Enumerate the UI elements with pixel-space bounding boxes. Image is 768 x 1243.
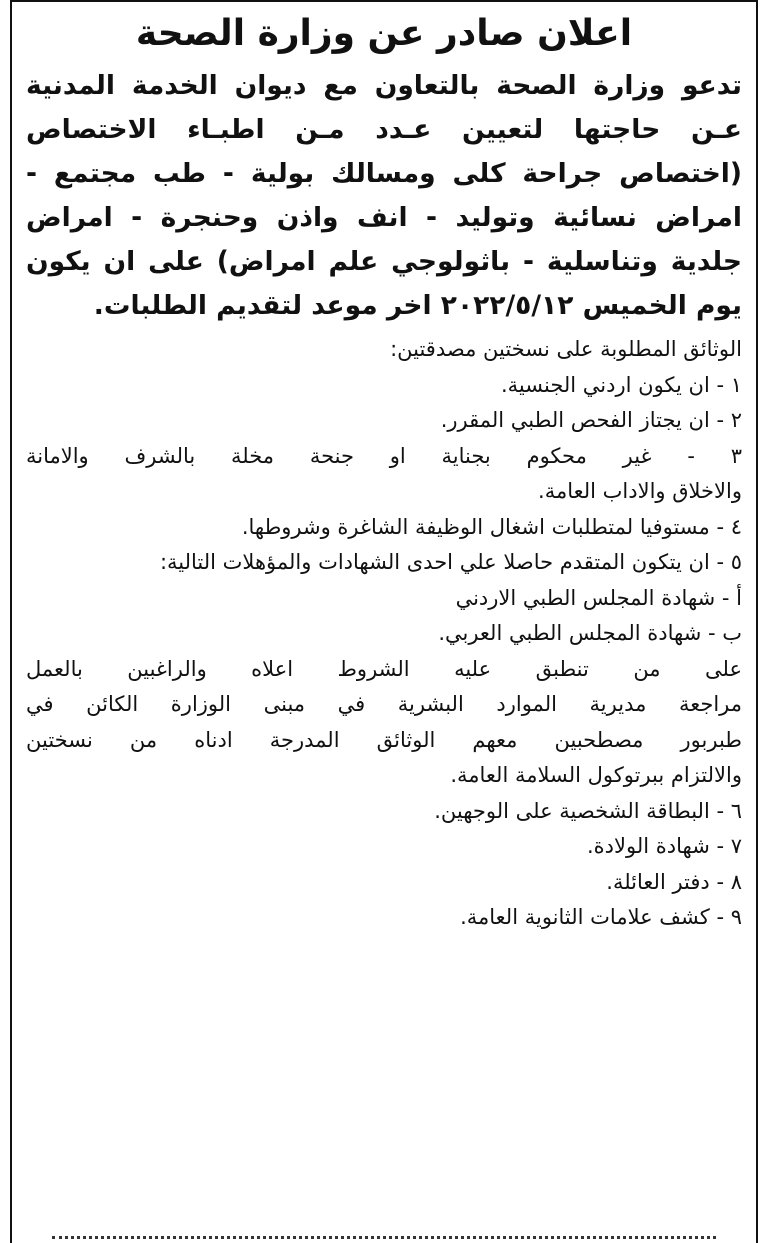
document-item: ٩ - كشف علامات الثانوية العامة. <box>460 905 742 929</box>
condition-item: ٤ - مستوفيا لمتطلبات اشغال الوظيفة الشاغرة وشروطها. <box>241 514 742 539</box>
intro-line-deadline: يوم الخميس ٢٠٢٢/٥/١٢ اخر موعد لتقديم الطلبات. <box>93 290 742 321</box>
documents-heading: الوثائق المطلوبة على نسختين مصدقتين: <box>390 337 742 361</box>
document-item: ٨ - دفتر العائلة. <box>606 869 742 894</box>
condition-item: ٢ - ان يجتاز الفحص الطبي المقرر. <box>440 408 742 432</box>
condition-item: ٥ - ان يتكون المتقدم حاصلا علي احدى الشهادات والمؤهلات التالية: <box>159 550 742 574</box>
document-item: ٧ - شهادة الولادة. <box>587 834 742 858</box>
intro-line: تدعو وزارة الصحة بالتعاون مع ديوان الخدمة المدنية <box>26 70 742 101</box>
condition-item: ١ - ان يكون اردني الجنسية. <box>500 372 742 397</box>
instructions-section <box>26 652 742 794</box>
intro-line: عـن حاجتها لتعيين عـدد مـن اطبـاء الاختصاص <box>26 114 742 145</box>
qualification-item: ب - شهادة المجلس الطبي العربي. <box>438 621 742 645</box>
document-item: ٦ - البطاقة الشخصية على الوجهين. <box>434 798 742 823</box>
conditions-section <box>26 332 742 652</box>
instruction-line: على من تنطبق عليه الشروط اعلاه والراغبين بالعمل <box>26 656 742 681</box>
announcement-title: اعلان صادر عن وزارة الصحة <box>135 13 633 54</box>
instruction-line: طبربور مصطحبين معهم الوثائق المدرجة ادناه من نسختين <box>26 727 742 752</box>
instruction-line: مراجعة مديرية الموارد البشرية في مبنى الوزارة الكائن في <box>26 692 742 716</box>
qualification-item: أ - شهادة المجلس الطبي الاردني <box>455 585 742 610</box>
instruction-line: والالتزام ببرتوكول السلامة العامة. <box>450 763 742 787</box>
intro-paragraph <box>26 64 742 328</box>
intro-line: امراض نسائية وتوليد - انف واذن وحنجرة - امراض <box>26 202 742 233</box>
intro-line: (اختصاص جراحة كلى ومسالك بولية - طب مجتمع - <box>26 158 742 189</box>
cropped-text-edge <box>52 1236 716 1243</box>
required-documents-section <box>26 794 742 936</box>
condition-item: ٣ - غير محكوم بجناية او جنحة مخلة بالشرف والامانة <box>26 443 742 468</box>
announcement-box <box>10 0 758 1243</box>
intro-line: جلدية وتناسلية - باثولوجي علم امراض) على ان يكون <box>26 246 742 277</box>
condition-item-continuation: والاخلاق والاداب العامة. <box>538 479 742 503</box>
